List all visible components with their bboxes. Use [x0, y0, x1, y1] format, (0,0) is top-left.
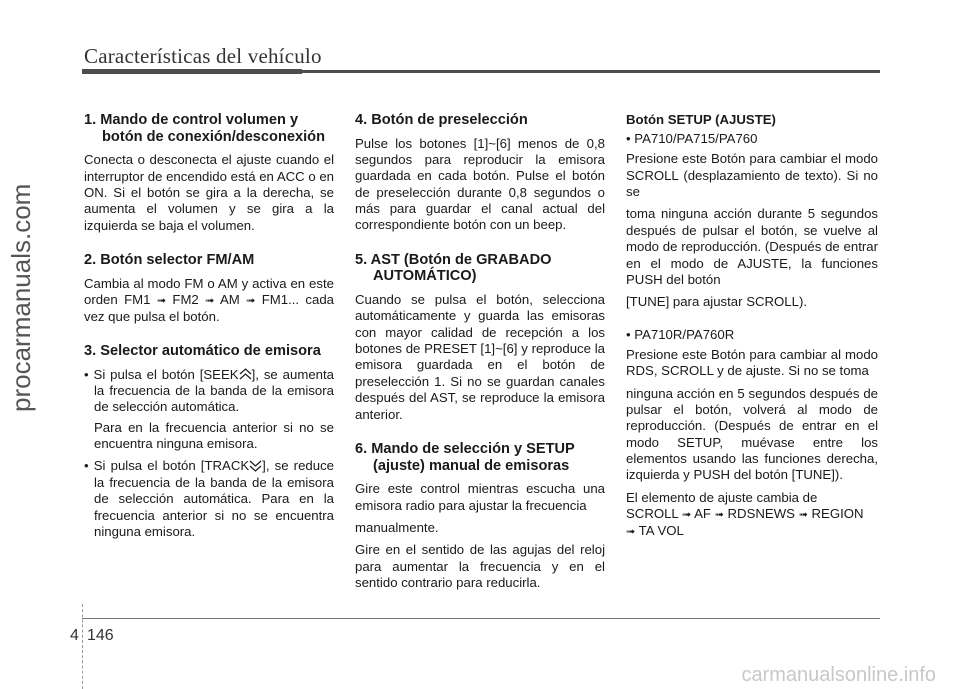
footer-tick	[82, 604, 84, 689]
footer-rule	[82, 618, 880, 619]
column-3	[626, 112, 878, 539]
chapter-number: 4	[70, 627, 79, 644]
model-2-para-3: El elemento de ajuste cambia de SCROLL ➟ AF ➟ RDSNEWS ➟ REGION ➟ TA VOL	[626, 489, 864, 538]
column-2	[355, 112, 605, 597]
section-1-body: Conecta o desconecta el ajuste cuando el interruptor de encendido está en ACC o en ON. Si el botón se gira a la derecha, se aumenta el volumen y se gira a la izquierda se baja el volumen.	[84, 152, 334, 233]
arrow-icon: ➟	[798, 509, 808, 522]
seek-bullet-continuation: Para en la frecuencia anterior si no se encuentra ninguna emisora.	[94, 419, 334, 452]
model-2-para-1: Presione este Botón para cambiar al modo RDS, SCROLL y de ajuste. Si no se toma	[626, 346, 878, 379]
model-1-para-1: Presione este Botón para cambiar el modo SCROLL (desplazamiento de texto). Si no se	[626, 151, 878, 200]
section-2-heading: 2. Botón selector FM/AM	[84, 252, 255, 269]
column-1	[84, 112, 334, 544]
section-1-heading: 1. Mando de control volumen y botón de conexión/desconexión	[84, 112, 325, 145]
section-4-heading: 4. Botón de preselección	[355, 112, 528, 128]
model-bullet-2: • PA710R/PA760R	[626, 326, 735, 342]
section-6-heading: 6. Mando de selección y SETUP (ajuste) manual de emisoras	[355, 440, 575, 474]
arrow-icon: ➟	[626, 525, 636, 538]
arrow-icon: ➟	[681, 509, 692, 522]
page-header-title: Características del vehículo	[84, 44, 322, 68]
model-2-para-2: ninguna acción en 5 segundos después de pulsar el botón, volverá al modo de reproducción. (Después de entrar en el modo SETUP, muévase entre los elementos usando las funciones derecha, izquierda y PUSH del botón [TUNE]).	[626, 385, 878, 483]
arrow-icon: ➟	[156, 295, 167, 308]
side-watermark: procarmanuals.com	[6, 183, 36, 412]
arrow-icon: ➟	[246, 295, 256, 308]
page-number: 146	[87, 627, 114, 644]
section-2-body: Cambia al modo FM o AM y activa en este orden FM1 ➟ FM2 ➟ AM ➟ FM1... cada vez que pulsa el botón.	[84, 275, 334, 324]
section-5-body: Cuando se pulsa el botón, selecciona automáticamente y guarda las emisoras con mayor calidad de recepción a los botones de PRESET [1]~[6] y reproduce la emisora guardada en el botón de preselección 1. Si no se guardan canales después del AST, se reproduce la emisora anterior.	[355, 292, 605, 422]
section-6-para-3: Gire en el sentido de las agujas del reloj para aumentar la frecuencia y en el sentido contrario para reducirla.	[355, 542, 605, 590]
model-1-para-3: [TUNE] para ajustar SCROLL).	[626, 294, 808, 310]
bottom-watermark: carmanualsonline.info	[741, 664, 936, 686]
section-3-heading: 3. Selector automático de emisora	[84, 343, 321, 360]
seek-up-chevron-icon	[239, 368, 252, 381]
section-5-heading: 5. AST (Botón de GRABADO AUTOMÁTICO)	[355, 251, 552, 285]
section-4-body: Pulse los botones [1]~[6] menos de 0,8 segundos para reproducir la emisora guardada en cada botón. Pulse el botón de preselección durante 0,8 segundos o más para guardar el canal actual del correspondiente botón con un beep.	[355, 135, 605, 233]
track-down-chevron-icon	[249, 459, 262, 472]
arrow-icon: ➟	[714, 509, 724, 522]
seek-bullet: • Si pulsa el botón [SEEK ], se aumenta la frecuencia de la banda de la emisora de selección automática.	[84, 366, 334, 415]
section-6-para-1: Gire este control mientras escucha una emisora radio para ajustar la frecuencia	[355, 481, 605, 513]
section-6-para-2: manualmente.	[355, 519, 439, 535]
setup-subheading: Botón SETUP (AJUSTE)	[626, 112, 776, 127]
model-bullet-1: • PA710/PA715/PA760	[626, 131, 758, 146]
header-rule	[82, 70, 880, 73]
track-bullet: • Si pulsa el botón [TRACK ], se reduce la frecuencia de la banda de la emisora de selección automática. Para en la frecuencia anterior si no se encuentra ninguna emisora.	[84, 458, 334, 539]
arrow-icon: ➟	[205, 295, 215, 308]
model-1-para-2: toma ninguna acción durante 5 segundos después de pulsar el botón, se vuelve al modo de reproducción. (Después de entrar en el modo de AJUSTE, la funciones PUSH del botón	[626, 206, 878, 287]
